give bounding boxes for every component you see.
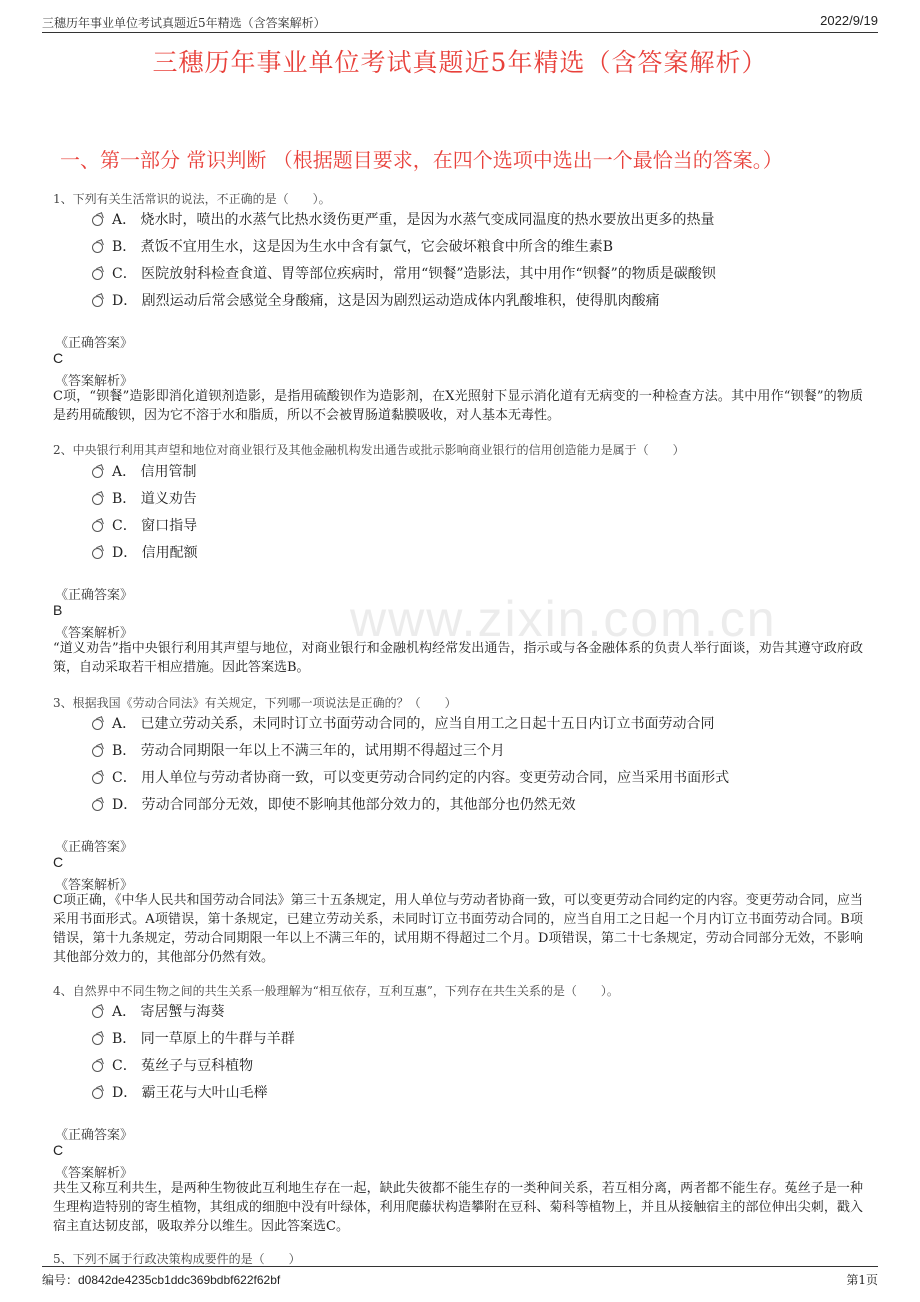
radio-check-icon[interactable] bbox=[92, 746, 103, 757]
answer-label: 《正确答案》 bbox=[55, 588, 134, 603]
question-stem: 2、中央银行利用其声望和地位对商业银行及其他金融机构发出通告或批示影响商业银行的信用创造能力是属于（ ） bbox=[53, 443, 685, 457]
option-a[interactable] bbox=[92, 209, 715, 229]
watermark: www.zixin.com.cn bbox=[350, 591, 777, 647]
option-text: D． 劳动合同部分无效，即使不影响其他部分效力的，其他部分也仍然无效 bbox=[112, 797, 576, 813]
option-text: D． 剧烈运动后常会感觉全身酸痛，这是因为剧烈运动造成体内乳酸堆积，使得肌肉酸痛 bbox=[112, 293, 660, 309]
document-title: 三穗历年事业单位考试真题近5年精选（含答案解析） bbox=[152, 48, 768, 77]
page-header bbox=[42, 12, 878, 33]
answer-value: C bbox=[53, 350, 64, 366]
radio-check-icon[interactable] bbox=[92, 215, 103, 226]
radio-check-icon[interactable] bbox=[92, 269, 103, 280]
option-text: B． 同一草原上的牛群与羊群 bbox=[112, 1031, 295, 1047]
page-number: 第1页 bbox=[846, 1273, 878, 1287]
question-stem: 4、自然界中不同生物之间的共生关系一般理解为“相互依存，互利互惠”，下列存在共生关系的是（ ）。 bbox=[53, 984, 619, 998]
option-text: A． 烧水时，喷出的水蒸气比热水烫伤更严重，是因为水蒸气变成同温度的热水要放出更多的热量 bbox=[112, 212, 715, 228]
analysis-text: C项，“钡餐”造影即消化道钡剂造影，是指用硫酸钡作为造影剂，在X光照射下显示消化道有无病变的一种检查方法。其中用作“钡餐”的物质是药用硫酸钡，因为它不溶于水和脂质，所以不会被胃肠道黏膜吸收，对人基本无毒性。 bbox=[53, 389, 863, 423]
option-text: A． 已建立劳动关系，未同时订立书面劳动合同的，应当自用工之日起十五日内订立书面劳动合同 bbox=[112, 716, 715, 732]
option-text: D． 霸王花与大叶山毛榉 bbox=[112, 1085, 268, 1101]
option-text: B． 道义劝告 bbox=[112, 491, 197, 507]
radio-check-icon[interactable] bbox=[92, 494, 103, 505]
analysis-label: 《答案解析》 bbox=[55, 374, 134, 389]
answer-value: B bbox=[53, 602, 63, 618]
answer-label: 《正确答案》 bbox=[55, 840, 134, 855]
option-b[interactable] bbox=[92, 1028, 295, 1048]
option-b[interactable] bbox=[92, 488, 197, 508]
radio-check-icon[interactable] bbox=[92, 521, 103, 532]
answer-label: 《正确答案》 bbox=[55, 1128, 134, 1143]
option-d[interactable] bbox=[92, 794, 576, 814]
option-text: B． 煮饭不宜用生水，这是因为生水中含有氯气，它会破坏粮食中所含的维生素B bbox=[112, 239, 614, 255]
radio-check-icon[interactable] bbox=[92, 467, 103, 478]
radio-check-icon[interactable] bbox=[92, 1061, 103, 1072]
option-text: D． 信用配额 bbox=[112, 545, 198, 561]
option-text: B． 劳动合同期限一年以上不满三年的，试用期不得超过三个月 bbox=[112, 743, 505, 759]
option-c[interactable] bbox=[92, 767, 729, 787]
radio-check-icon[interactable] bbox=[92, 1034, 103, 1045]
option-text: C． 菟丝子与豆科植物 bbox=[112, 1058, 254, 1074]
analysis-label: 《答案解析》 bbox=[55, 1166, 134, 1181]
analysis-text: C项正确，《中华人民共和国劳动合同法》第三十五条规定，用人单位与劳动者协商一致，可以变更劳动合同约定的内容。变更劳动合同，应当采用书面形式。A项错误，第十条规定，已建立劳动关系，未同时订立书面劳动合同的，应当自用工之日起一个月内订立书面劳动合同。B项错误，第十九条规定，劳动合同期限一年以上不满三年的，试用期不得超过二个月。D项错误，第二十七条规定，劳动合同部分无效，不影响其他部分效力的，其他部分仍然有效。 bbox=[53, 893, 863, 965]
radio-check-icon[interactable] bbox=[92, 296, 103, 307]
option-c[interactable] bbox=[92, 1055, 253, 1075]
option-d[interactable] bbox=[92, 542, 198, 562]
option-c[interactable] bbox=[92, 263, 716, 283]
page-footer bbox=[42, 1266, 878, 1289]
option-b[interactable] bbox=[92, 236, 613, 256]
option-b[interactable] bbox=[92, 740, 505, 760]
radio-check-icon[interactable] bbox=[92, 719, 103, 730]
radio-check-icon[interactable] bbox=[92, 548, 103, 559]
option-d[interactable] bbox=[92, 290, 660, 310]
option-text: A． 信用管制 bbox=[112, 464, 197, 480]
answer-value: C bbox=[53, 1142, 64, 1158]
question-stem: 1、下列有关生活常识的说法，不正确的是（ ）。 bbox=[53, 192, 331, 206]
option-a[interactable] bbox=[92, 1001, 225, 1021]
option-text: C． 医院放射科检查食道、胃等部位疾病时，常用“钡餐”造影法，其中用作“钡餐”的物质是碳酸钡 bbox=[112, 266, 716, 282]
radio-check-icon[interactable] bbox=[92, 800, 103, 811]
radio-check-icon[interactable] bbox=[92, 773, 103, 784]
header-title: 三穗历年事业单位考试真题近5年精选（含答案解析） bbox=[42, 16, 326, 30]
question-stem: 3、根据我国《劳动合同法》有关规定，下列哪一项说法是正确的？（ ） bbox=[53, 696, 457, 710]
header-date: 2022/9/19 bbox=[820, 13, 878, 28]
option-a[interactable] bbox=[92, 461, 197, 481]
option-text: A． 寄居蟹与海葵 bbox=[112, 1004, 225, 1020]
radio-check-icon[interactable] bbox=[92, 242, 103, 253]
analysis-text: 共生又称互利共生，是两种生物彼此互利地生存在一起，缺此失彼都不能生存的一类种间关系，若互相分离，两者都不能生存。菟丝子是一种生理构造特别的寄生植物，其组成的细胞中没有叶绿体，利用爬藤状构造攀附在豆科、菊科等植物上，并且从接触宿主的部位伸出尖刺，戳入宿主直达韧皮部，吸取养分以维生。因此答案选C。 bbox=[53, 1181, 863, 1234]
radio-check-icon[interactable] bbox=[92, 1007, 103, 1018]
analysis-label: 《答案解析》 bbox=[55, 878, 134, 893]
analysis-label: 《答案解析》 bbox=[55, 626, 134, 641]
option-text: C． 窗口指导 bbox=[112, 518, 198, 534]
answer-label: 《正确答案》 bbox=[55, 336, 134, 351]
answer-value: C bbox=[53, 854, 64, 870]
analysis-text: “道义劝告”指中央银行利用其声望与地位，对商业银行和金融机构经常发出通告，指示或与各金融体系的负责人举行面谈，劝告其遵守政府政策，自动采取若干相应措施。因此答案选B。 bbox=[53, 641, 863, 675]
option-c[interactable] bbox=[92, 515, 197, 535]
option-d[interactable] bbox=[92, 1082, 268, 1102]
document-code: 编号：d0842de4235cb1ddc369bdbf622f62bf bbox=[42, 1273, 281, 1287]
option-a[interactable] bbox=[92, 713, 715, 733]
radio-check-icon[interactable] bbox=[92, 1088, 103, 1099]
next-question-stem-cutoff: 5、下列不属于行政决策构成要件的是（ ） bbox=[53, 1252, 301, 1266]
option-text: C． 用人单位与劳动者协商一致，可以变更劳动合同约定的内容。变更劳动合同，应当采用书面形式 bbox=[112, 770, 730, 786]
section-heading: 一、第一部分 常识判断 （根据题目要求，在四个选项中选出一个最恰当的答案。） bbox=[60, 148, 783, 172]
